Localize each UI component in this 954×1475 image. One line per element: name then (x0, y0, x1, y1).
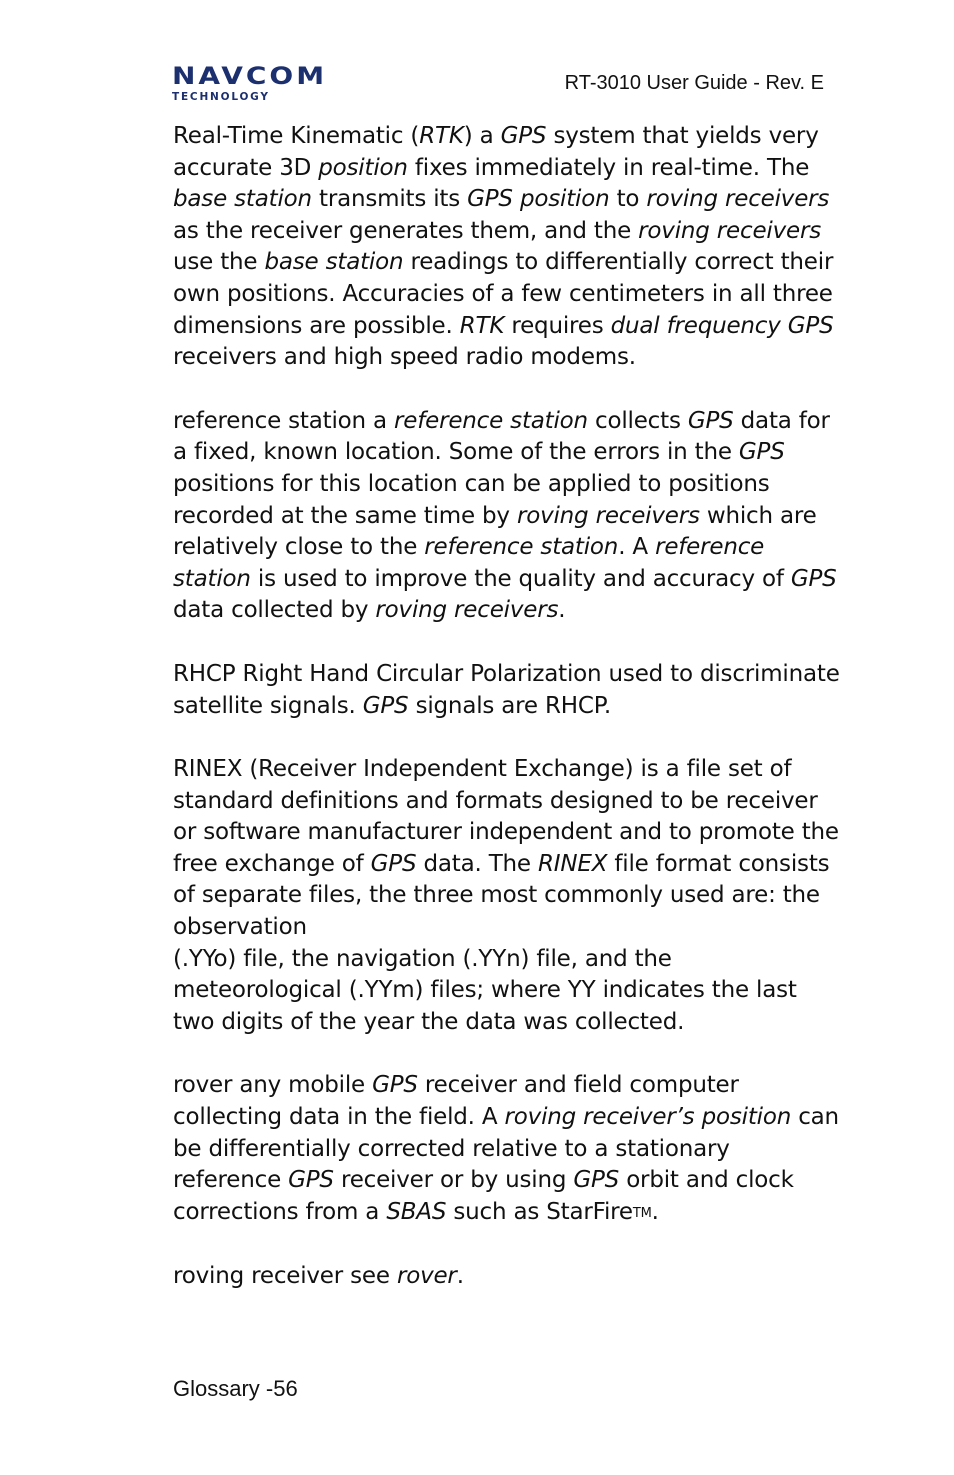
italic-ref: GPS (372, 1072, 418, 1099)
italic-ref: dual frequency GPS (610, 312, 834, 339)
italic-ref: roving receivers (638, 217, 821, 244)
term: RHCP Right Hand Circular Polarization (173, 660, 602, 687)
italic-ref: position (318, 154, 408, 181)
text: requires (504, 312, 611, 339)
glossary-content (173, 121, 843, 1325)
italic-ref: reference station (394, 407, 588, 434)
term: roving receiver (173, 1263, 344, 1290)
text: receiver and field computer collecting data in the field. A (173, 1072, 739, 1131)
text: data for a fixed, known location. Some of the errors in the (173, 407, 830, 466)
text: as the receiver generates them, and the (173, 217, 639, 244)
text: used to discriminate satellite signals. (173, 660, 840, 719)
italic-ref: roving receivers (646, 186, 830, 213)
italic-ref: roving receivers (375, 597, 559, 624)
text: which are relatively close to the (173, 502, 817, 561)
logo-subtitle: TECHNOLOGY (172, 91, 270, 103)
text: . (456, 1263, 464, 1290)
text: is a file set of standard definitions and formats designed to be receiver or software manufacturer independent and to promote the free exchange of (173, 756, 839, 877)
italic-ref: base station (264, 249, 404, 276)
text: receiver or by using (333, 1167, 574, 1194)
term: Real-Time Kinematic ( (173, 123, 420, 149)
text: . A (618, 534, 656, 561)
italic-ref: GPS (573, 1167, 620, 1194)
text: use the (173, 249, 265, 276)
glossary-entry-reference-station (173, 406, 843, 627)
text: (.YYo) file, the navigation (.YYn) file, and the meteorological (.YYm) files; where YY indicates the last two digits of the year the data was collected. (173, 945, 797, 1035)
italic-ref: GPS (738, 439, 785, 466)
text: fixes immediately in real-time. The (407, 154, 810, 181)
text: see (343, 1263, 397, 1290)
italic-ref: SBAS (386, 1198, 447, 1225)
text: receivers and high speed radio modems. (173, 344, 636, 371)
glossary-entry-rtk (173, 121, 843, 374)
italic-ref: base station (173, 186, 312, 213)
text: any mobile (232, 1072, 373, 1099)
glossary-entry-roving-receiver (173, 1261, 843, 1293)
italic-ref: GPS (362, 692, 409, 719)
text: a (365, 407, 395, 434)
glossary-entry-rinex (173, 754, 843, 1038)
italic-ref: reference station (173, 534, 765, 592)
term: RINEX (Receiver Independent Exchange) (173, 756, 634, 783)
text: is used to improve the quality and accuracy of (250, 565, 791, 592)
text: such as StarFire (446, 1198, 633, 1225)
text: a (472, 123, 501, 149)
text: data. The (416, 850, 538, 877)
text: file format consists of separate files, the three most commonly used are: the observation (173, 850, 830, 941)
text: to (609, 186, 647, 213)
glossary-entry-rover (173, 1070, 843, 1229)
text: transmits its (311, 186, 468, 213)
italic-ref: GPS (288, 1167, 334, 1194)
trademark-mark: TM (632, 1205, 652, 1221)
text: collects (587, 407, 688, 434)
logo-wordmark: NAVCOM (172, 61, 328, 90)
text: system that yields very accurate 3D (173, 123, 819, 181)
italic-ref: GPS (370, 850, 417, 877)
text: can be differentially corrected relative to a stationary reference (173, 1104, 839, 1194)
italic-ref: reference station (424, 534, 619, 561)
navcom-logo (172, 61, 354, 103)
term-close: ) (463, 123, 473, 149)
document-title: RT-3010 User Guide - Rev. E (564, 72, 824, 94)
italic-ref: roving receivers (516, 502, 700, 529)
italic-ref: RINEX (538, 850, 608, 877)
term: reference station (173, 407, 366, 434)
text: orbit and clock corrections from a (173, 1167, 794, 1225)
page-number: Glossary -56 (173, 1376, 298, 1401)
text: signals are RHCP. (408, 692, 611, 719)
term: rover (173, 1072, 233, 1099)
italic-ref: GPS (687, 407, 734, 434)
italic-ref: GPS position (467, 186, 610, 213)
italic-ref: GPS (790, 565, 837, 592)
text: . (558, 597, 566, 624)
glossary-entry-rhcp (173, 659, 843, 722)
text: positions for this location can be applied to positions recorded at the same time by (173, 470, 770, 529)
text: . (651, 1198, 659, 1225)
italic-ref: rover (396, 1263, 457, 1290)
text: readings to differentially correct their own positions. Accuracies of a few centimeters in all three dimensions are possible. (173, 249, 834, 339)
text: data collected by (173, 597, 376, 624)
italic-ref: GPS (500, 123, 547, 149)
italic-ref: RTK (459, 312, 505, 339)
term-italic: RTK (419, 123, 464, 149)
italic-ref: roving receiver’s position (504, 1104, 792, 1131)
